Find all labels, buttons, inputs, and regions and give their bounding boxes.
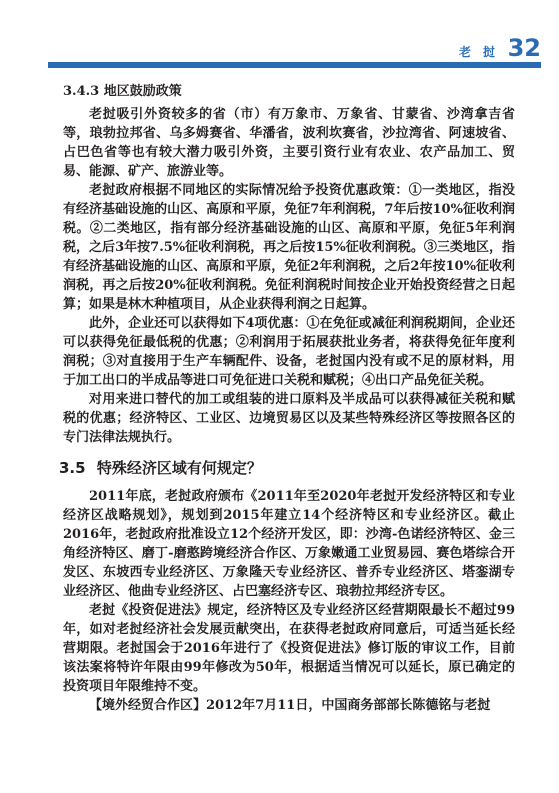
section-heading bbox=[59, 457, 515, 479]
paragraph-regional-tax-incentives: 老挝政府根据不同地区的实际情况给予投资优惠政策：①一类地区，指没有经济基础设施的山区、高原和平原，免征7年利润税，7年后按10%征收利润税。②二类地区，指有部分经济基础设施的山区、高原和平原，免征5年利润税，之后3年按7.5%征收利润税，再之后按15%征收利润税。③三类地区，指有经济基础设施的山区、高原和平原，免征2年利润税，之后2年按10%征收利润税，再之后按20%征收利润税。免征利润税时间按企业开始投资经营之日起算；如果是林木种植项目，从企业获得利润之日起算。 bbox=[63, 183, 515, 312]
paragraph-import-substitution: 对用来进口替代的加工或组装的进口原料及半成品可以获得减征关税和赋税的优惠；经济特区、工业区、边境贸易区以及某些特殊经济区等按照各区的专门法律法规执行。 bbox=[63, 392, 515, 445]
paragraph-sez-strategy: 2011年底，老挝政府颁布《2011年至2020年老挝开发经济特区和专业经济区战略规划》，规划到2015年建立14个经济特区和专业经济区。截止2016年，老挝政府批准设立12个经济开发区，即：沙湾-色诺经济特区、金三角经济特区、磨丁-磨憨跨境经济合作区、万象嫩通工业贸易园、赛色塔综合开发区、东坡西专业经济区、万象隆天专业经济区、普乔专业经济区、塔銮湖专业经济区、他曲专业经济区、占巴塞经济专区、琅勃拉邦经济专区。 bbox=[63, 489, 515, 599]
section-number: 3.5 bbox=[59, 459, 86, 477]
subsection-number: 3.4.3 bbox=[63, 84, 100, 99]
paragraph-additional-incentives: 此外，企业还可以获得如下4项优惠：①在免征或减征利润税期间，企业还可以获得免征最低税的优惠；②利润用于拓展获批业务者，将获得免征年度利润税；③对直接用于生产车辆配件、设备，老挝国内没有或不足的原材料，用于加工出口的半成品等进口可免征进口关税和赋税；④出口产品免征关税。 bbox=[63, 316, 515, 388]
page-body bbox=[59, 82, 515, 715]
subsection-title: 地区鼓励政策 bbox=[103, 84, 182, 99]
running-header-title: 老 挝 bbox=[458, 45, 499, 59]
header-accent-bar bbox=[48, 62, 541, 68]
paragraph-investment-provinces: 老挝吸引外资较多的省（市）有万象市、万象省、甘蒙省、沙湾拿吉省等，琅勃拉邦省、乌多姆赛省、华潘省，波利坎赛省，沙拉湾省、阿速坡省、占巴色省等也有较大潜力吸引外资，主要引资行业有农业、农产品加工、贸易、能源、矿产、旅游业等。 bbox=[63, 107, 515, 179]
page-number: 32 bbox=[507, 34, 541, 62]
paragraph-investment-law: 老挝《投资促进法》规定，经济特区及专业经济区经营期限最长不超过99年，如对老挝经济社会发展贡献突出，在获得老挝政府同意后，可适当延长经营期限。老挝国会于2016年进行了《投资促进法》修订版的审议工作，目前该法案将特许年限由99年修改为50年，根据适当情况可以延长，原已确定的投资项目年限维持不变。 bbox=[63, 603, 515, 694]
section-title: 特殊经济区域有何规定？ bbox=[96, 459, 262, 477]
paragraph-overseas-zone: 【境外经贸合作区】2012年7月11日，中国商务部部长陈德铭与老挝 bbox=[89, 698, 491, 713]
subsection-heading bbox=[63, 82, 515, 102]
